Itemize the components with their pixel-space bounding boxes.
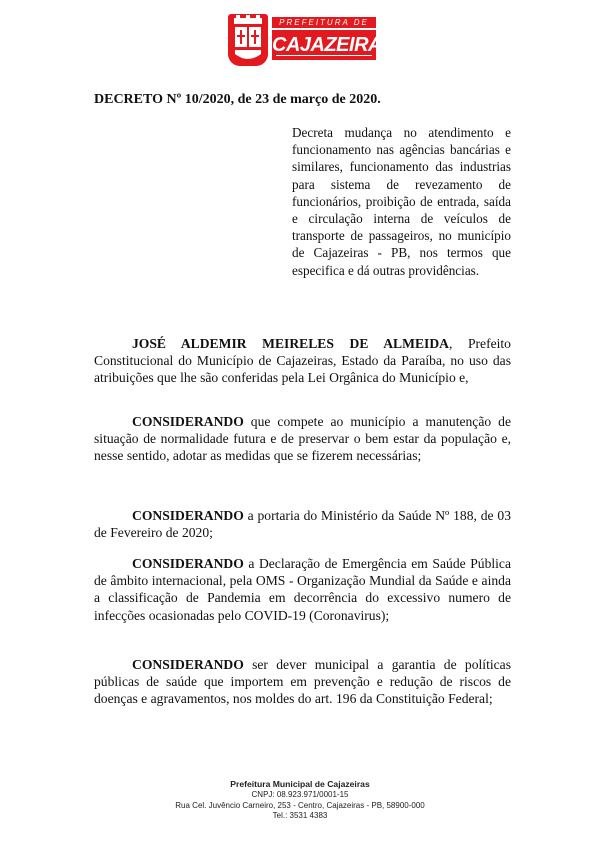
paragraph-considerando-1 xyxy=(94,413,511,465)
paragraph-bold: CONSIDERANDO xyxy=(132,508,244,523)
paragraph-text: , Prefeito Constitucional do Município de Cajazeiras, Estado da Paraíba, no uso das atribuições que lhe são conferidas pela Lei Orgânica do Município e, xyxy=(94,336,511,386)
paragraph-text: a portaria do Ministério da Saúde Nº 188, de 03 de Fevereiro de 2020; xyxy=(94,508,511,541)
page-footer xyxy=(0,779,600,822)
footer-name: Prefeitura Municipal de Cajazeiras xyxy=(230,779,370,789)
paragraph-bold: CONSIDERANDO xyxy=(132,414,244,429)
logo-name: CAJAZEIRAS xyxy=(272,30,376,60)
footer-phone: Tel.: 3531 4383 xyxy=(272,811,328,820)
paragraph-considerando-2 xyxy=(94,507,511,541)
paragraph-bold: CONSIDERANDO xyxy=(132,556,244,571)
paragraph-bold: CONSIDERANDO xyxy=(132,657,244,672)
paragraph-text: que compete ao município a manutenção de situação de normalidade futura e de preservar o bem estar da população e, nesse sentido, adotar as medidas que se fizerem necessárias; xyxy=(94,414,511,464)
paragraph-text: a Declaração de Emergência em Saúde Pública de âmbito internacional, pela OMS - Organização Mundial da Saúde e ainda a classificação de Pandemia em decorrência do excessivo numero de infecções ocasionadas pelo COVID-19 (Coronavirus); xyxy=(94,556,511,623)
paragraph-text: ser dever municipal a garantia de políticas públicas de saúde que importem em prevenção e redução de riscos de doenças e agravamentos, nos moldes do art. 196 da Constituição Federal; xyxy=(94,657,511,707)
paragraph-bold: JOSÉ ALDEMIR MEIRELES DE ALMEIDA xyxy=(132,336,449,351)
footer-cnpj: CNPJ: 08.923.971/0001-15 xyxy=(251,790,349,799)
paragraph-considerando-3 xyxy=(94,555,511,624)
decree-summary: Decreta mudança no atendimento e funcionamento nas agências bancárias e similares, funcionamento das industrias para sistema de revezamento de funcionários, proibição de entrada, saída e circulação interna de veículos de transporte de passageiros, no município de Cajazeiras - PB, nos termos que especifica e dá outras providências. xyxy=(292,125,511,278)
paragraph-considerando-4 xyxy=(94,656,511,708)
logo-subtitle: PREFEITURA DE xyxy=(272,17,376,28)
decree-title: DECRETO Nº 10/2020, de 23 de março de 2020. xyxy=(94,92,381,107)
municipality-logo xyxy=(228,14,395,70)
paragraph-preamble xyxy=(94,335,511,387)
coat-of-arms-icon xyxy=(228,14,268,66)
footer-address: Rua Cel. Juvêncio Carneiro, 253 - Centro, Cajazeiras - PB, 58900-000 xyxy=(175,800,425,810)
